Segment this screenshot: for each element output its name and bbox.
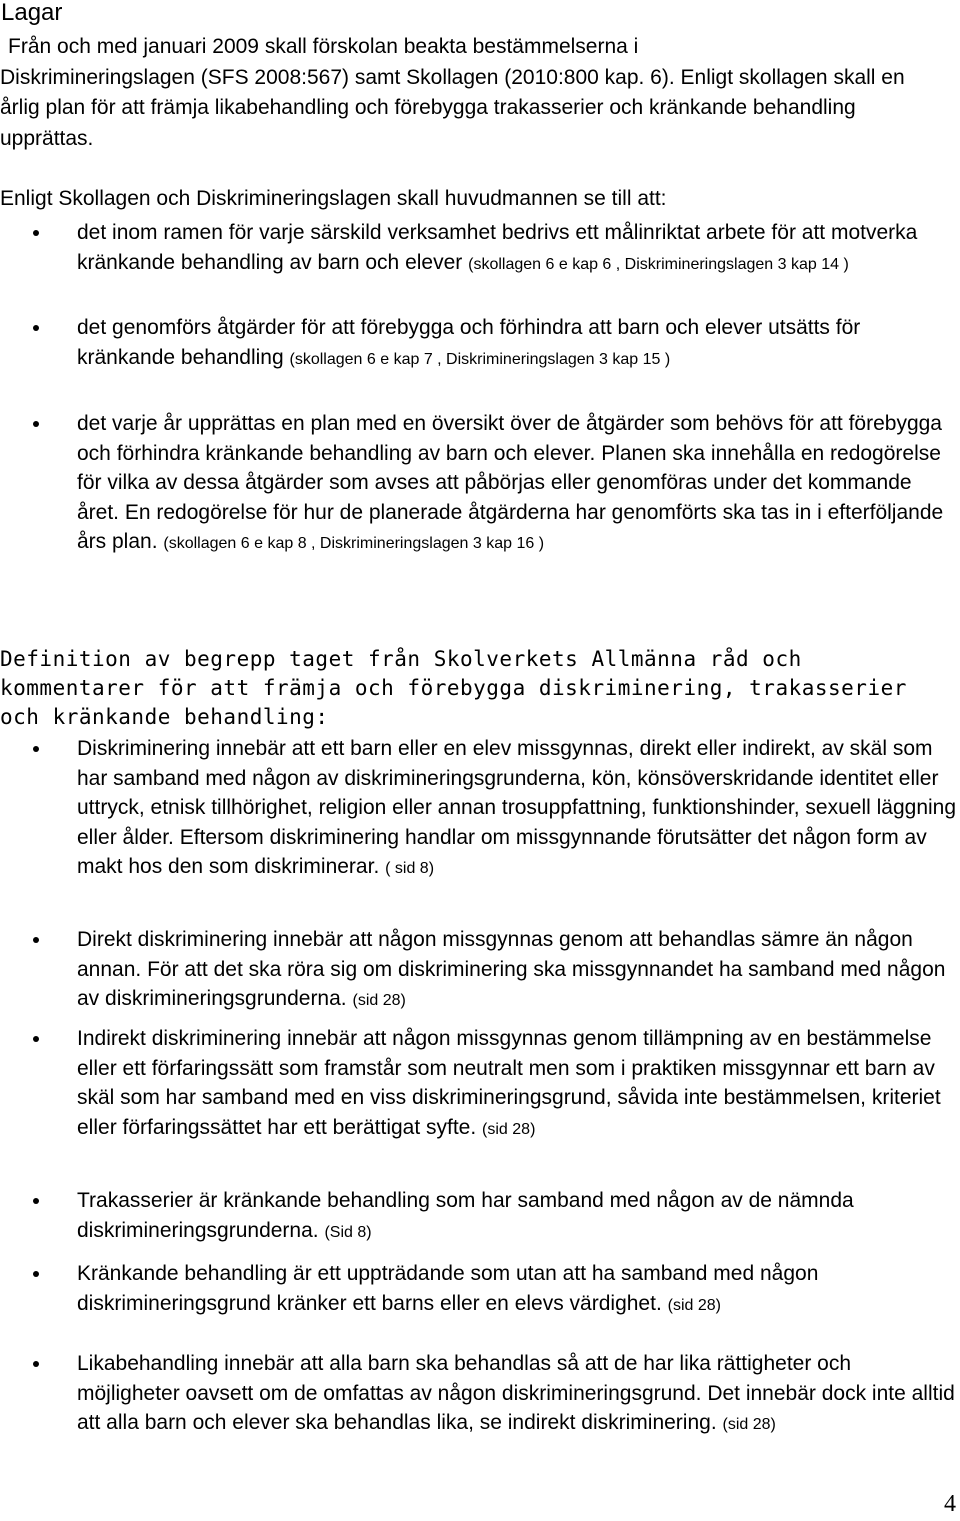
item-reference: (Sid 8) [324,1223,372,1241]
item-reference: (sid 28) [667,1296,721,1314]
intro-first-line: Från och med januari 2009 skall förskolan beakta bestämmelserna i [8,35,639,58]
list-item [77,1259,957,1320]
item-text: Diskriminering innebär att ett barn eller en elev missgynnas, direkt eller indirekt, av skäl som har samband med någon av diskrimineringsgrunderna, kön, könsöverskridande identitet eller uttryck, etnisk tillhörighet, religion eller annan trosuppfattning, funktionshinder, sexuell läggning eller ålder. Eftersom diskriminering handlar om missgynnande förutsätter det någon form av makt hos den som diskriminerar. [77,737,957,878]
list-item [77,218,957,279]
item-reference: (skollagen 6 e kap 7 , Diskrimineringslagen 3 kap 15 ) [289,350,671,368]
intro-paragraph [0,32,945,154]
list-item [77,409,957,559]
intro-continuation: Diskrimineringslagen (SFS 2008:567) samt Skollagen (2010:800 kap. 6). Enligt skollagen skall en årlig plan för att främja likabehandling och förebygga trakasserier och kränkande behandling upprättas. [0,65,905,150]
item-text: Indirekt diskriminering innebär att någon missgynnas genom tillämpning av en bestämmelse eller ett förfaringssätt som framstår som neutralt men som i praktiken missgynnar ett barn av skäl som har samband med en viss diskrimineringsgrund, såvida inte bestämmelsen, kriteriet eller förfaringssättet har ett berättigat syfte. [77,1027,941,1139]
bullet-icon [33,325,39,331]
page-number: 4 [944,1491,956,1517]
item-text: Trakasserier är kränkande behandling som har samband med någon av de nämnda diskrimineringsgrunderna. [77,1189,854,1242]
definitions-heading: Definition av begrepp taget från Skolverkets Allmänna råd och kommentarer för att främja och förebygga diskriminering, trakasserier och kränkande behandling: [0,647,907,729]
item-reference: (sid 28) [722,1416,776,1433]
section-heading-lagar: Lagar [1,0,63,26]
item-reference: (sid 28) [482,1120,536,1138]
item-reference: (sid 28) [352,992,406,1009]
item-reference: (skollagen 6 e kap 8 , Diskrimineringslagen 3 kap 16 ) [163,535,545,552]
list-item [77,1186,957,1247]
item-text: det inom ramen för varje särskild verksamhet bedrivs ett målinriktat arbete för att motverka kränkande behandling av barn och elever [77,221,918,274]
bullet-icon [33,1036,39,1042]
requirements-lead: Enligt Skollagen och Diskrimineringslagen skall huvudmannen se till att: [0,187,667,210]
list-item [77,313,957,374]
item-text: Likabehandling innebär att alla barn ska behandlas så att de har lika rättigheter och möjligheter oavsett om de omfattas av någon diskrimineringsgrund. Det innebär dock inte alltid att alla barn och elever ska behandlas lika, se indirekt diskriminering. [77,1352,955,1434]
item-text: det genomförs åtgärder för att förebygga och förhindra att barn och elever utsätts för kränkande behandling [77,316,861,369]
list-item [77,734,957,884]
list-item [77,925,957,1016]
item-text: det varje år upprättas en plan med en översikt över de åtgärder som behövs för att förebygga och förhindra kränkande behandling av barn och elever. Planen ska innehålla en redogörelse för vilka av dessa åtgärder som avses att påbörjas eller genomföras under det kommande året. En redogörelse för hur de planerade åtgärderna har genomförts ska tas in i efterföljande års plan. [77,412,944,553]
bullet-icon [33,1361,39,1367]
bullet-icon [33,1271,39,1277]
list-item [77,1349,957,1440]
bullet-icon [33,230,39,236]
bullet-icon [33,421,39,427]
list-item [77,1024,957,1144]
item-text: Kränkande behandling är ett uppträdande som utan att ha samband med någon diskrimineringsgrund kränker ett barns eller en elevs värdighet. [77,1262,819,1315]
bullet-icon [33,1198,39,1204]
item-reference: ( sid 8) [385,860,435,877]
item-text: Direkt diskriminering innebär att någon missgynnas genom att behandlas sämre än någon annan. För att det ska röra sig om diskriminering ska missgynnandet ha samband med någon av diskrimineringsgrunderna. [77,928,946,1010]
bullet-icon [33,746,39,752]
item-reference: (skollagen 6 e kap 6 , Diskrimineringslagen 3 kap 14 ) [468,255,849,273]
bullet-icon [33,937,39,943]
